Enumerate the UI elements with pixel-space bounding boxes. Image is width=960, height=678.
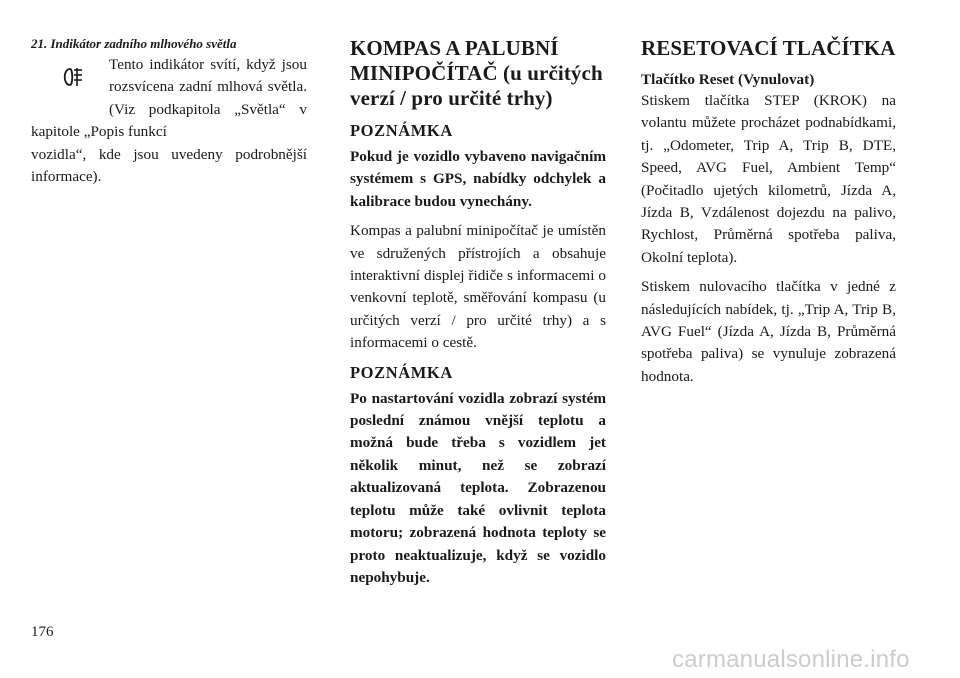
body-paragraph: Stiskem nulovacího tlačítka v jedné z následujících nabídek, tj. „Trip A, Trip B, AVG Fuel“ (Jízda A, Jízda B, Průměrná spotřeba paliva) se vynuluje zobrazená hodnota. [641, 278, 896, 385]
note-label: POZNÁMKA [350, 121, 453, 140]
middle-column [350, 36, 606, 596]
note-label: POZNÁMKA [350, 362, 453, 382]
note-text: Pokud je vozidlo vybaveno navigačním systémem s GPS, nabídky odchylek a kalibrace budou vynechány. [350, 148, 606, 210]
note-text: Po nastartování vozidla zobrazí systém poslední známou vnější teplotu a možná bude třeba s vozidlem jet několik minut, než se zobrazí aktualizovaná teplota. Zobrazenou teplotu může také ovlivnit teplota motoru; zobrazená hodnota teploty se proto neaktualizuje, když se vozidlo nepohybuje. [350, 389, 606, 586]
right-column [641, 36, 896, 395]
body-paragraph: Stiskem tlačítka STEP (KROK) na volantu můžete procházet podnabídkami, tj. „Odometer, Trip A, Trip B, DTE, Speed, AVG Fuel, Ambient Temp“ (Počitadlo ujetých kilometrů, Jízda A, Jízda B, Vzdálenost dojezdu na palivo, Rychlost, Průměrná spotřeba paliva, Okolní teplota). [641, 92, 896, 266]
left-column [31, 36, 307, 195]
section-heading-reset: RESETOVACÍ TLAČÍTKA [641, 36, 896, 60]
indicator-description-continued: vozidla“, kde jsou uvedeny podrobnější informace). [31, 145, 307, 186]
body-paragraph: Kompas a palubní minipočítač je umístěn ve sdružených přístrojích a obsahuje interaktivní displej řidiče s informacemi o venkovní teplotě, směřování kompasu (u určitých verzí / pro určité trhy) a s informacemi o cestě. [350, 222, 606, 352]
watermark: carmanualsonline.info [672, 646, 910, 673]
page-number: 176 [31, 624, 54, 640]
item-heading: 21. Indikátor zadního mlhového světla [31, 36, 237, 51]
section-heading-compass: KOMPAS A PALUBNÍ MINIPOČÍTAČ (u určitých verzí / pro určité trhy) [350, 36, 603, 110]
rear-fog-light-icon [31, 54, 109, 120]
indicator-description: Tento indikátor svítí, když jsou rozsvícena zadní mlhová světla. (Viz podkapitola „Světla“ v kapitole „Popis funkcí [31, 56, 307, 141]
subheading: Tlačítko Reset (Vynulovat) [641, 71, 815, 88]
icon-paragraph [31, 54, 307, 144]
